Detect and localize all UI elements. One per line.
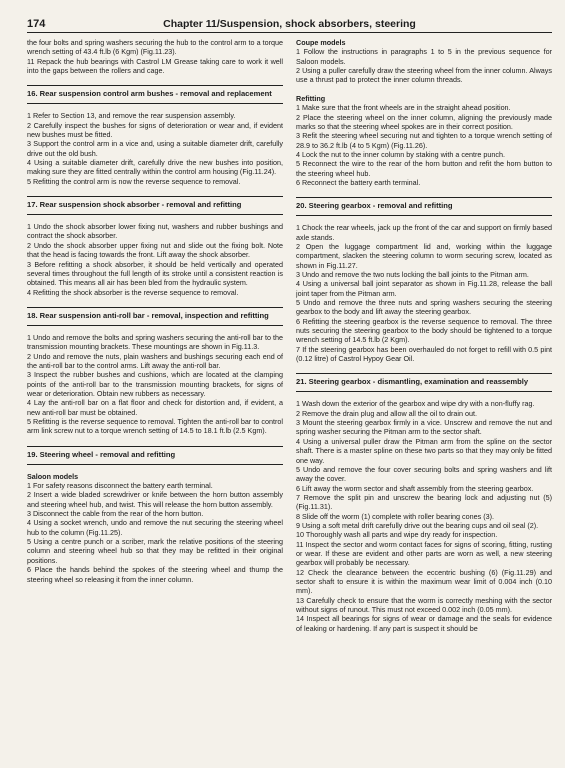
paragraph: 5 Refitting the control arm is now the reverse sequence to removal.	[27, 176, 241, 186]
subheading: Coupe models	[296, 38, 346, 47]
paragraph: 2 Place the steering wheel on the inner column, aligning the previously made marks so that the steering wheel spokes are in their correct position.	[296, 112, 552, 131]
paragraph: the four bolts and spring washers securing the hub to the control arm to a torque wrench setting of 43.4 ft.lb (6 Kgm) (Fig.11.23).	[27, 38, 283, 57]
paragraph: 14 Inspect all bearings for signs of wear or damage and the seals for evidence of leaking or hardening. If any part is suspect it should be	[296, 614, 552, 633]
paragraph: 5 Undo and remove the four cover securing bolts and spring washers and lift away the cover.	[296, 464, 552, 484]
section-heading-19	[27, 446, 283, 465]
paragraph: 3 Disconnect the cable from the rear of the horn button.	[27, 509, 204, 519]
paragraph: 13 Carefully check to ensure that the worm is correctly meshing with the sector without signs of runout. This must not exceed 0.002 inch (0.05 mm).	[296, 595, 552, 614]
paragraph: 7 If the steering gearbox has been overhauled do not forget to refill with 0.5 pint (0.12 litre) of Castrol Hypoy Gear Oil.	[296, 344, 552, 364]
section-heading-21	[296, 373, 552, 392]
paragraph: 1 Wash down the exterior of the gearbox and wipe dry with a non-fluffy rag.	[296, 399, 535, 409]
paragraph: 2 Carefully inspect the bushes for signs of deterioration or wear and, if evident new bushes must be fitted.	[27, 120, 283, 140]
intro-continuation	[27, 38, 283, 75]
right-column	[296, 38, 552, 764]
section-body-21	[296, 399, 552, 633]
paragraph: 6 Lift away the worm sector and shaft assembly from the steering gearbox.	[296, 483, 534, 493]
section-title: 17. Rear suspension shock absorber - removal and refitting	[27, 200, 242, 210]
paragraph: 4 Using a universal puller draw the Pitman arm from the spline on the sector shaft. There is a master spline on these two parts so that they may only be fitted one way.	[296, 436, 552, 465]
paragraph: 1 Refer to Section 13, and remove the rear suspension assembly.	[27, 111, 236, 121]
page-header	[27, 12, 552, 33]
paragraph: 11 Repack the hub bearings with Castrol LM Grease taking care to work it well into the gaps between the rollers and cage.	[27, 56, 283, 76]
paragraph: 5 Reconnect the wire to the rear of the horn button and refit the horn button to the steering wheel hub.	[296, 159, 552, 178]
paragraph: 2 Remove the drain plug and allow all the oil to drain out.	[296, 408, 477, 418]
paragraph: 1 For safety reasons disconnect the battery earth terminal.	[27, 481, 213, 491]
paragraph: 1 Follow the instructions in paragraphs 1 to 5 in the previous sequence for Saloon models.	[296, 47, 552, 66]
section-body-20	[296, 223, 552, 363]
paragraph: 4 Using a socket wrench, undo and remove the nut securing the steering wheel hub to the column (Fig.11.25).	[27, 518, 283, 537]
paragraph: 3 Support the control arm in a vice and, using a suitable diameter drift, carefully drive out the old bush.	[27, 139, 283, 158]
paragraph: 7 Remove the split pin and unscrew the bearing lock and adjusting nut (5) (Fig.11.31).	[296, 492, 552, 512]
section-heading-17	[27, 196, 283, 215]
coupe-block	[296, 38, 552, 85]
paragraph: 6 Reconnect the battery earth terminal.	[296, 177, 421, 187]
section-title: 18. Rear suspension anti-roll bar - removal, inspection and refitting	[27, 310, 269, 320]
section-title: 21. Steering gearbox - dismantling, examination and reassembly	[296, 377, 529, 387]
paragraph: 4 Using a suitable diameter drift, carefully drive the new bushes into position, making sure they are fitted centrally within the control arm housing (Fig.11.24).	[27, 158, 283, 177]
paragraph: 10 Thoroughly wash all parts and wipe dry ready for inspection.	[296, 530, 498, 540]
paragraph: 5 Undo and remove the three nuts and spring washers securing the steering gearbox to the body and lift away the steering gearbox.	[296, 298, 552, 317]
paragraph: 3 Refit the steering wheel securing nut and tighten to a torque wrench setting of 28.9 to 36.2 ft.lb (4 to 5 Kgm) (Fig.11.26).	[296, 131, 552, 150]
paragraph: 1 Chock the rear wheels, jack up the front of the car and support on firmly based axle stands.	[296, 223, 552, 242]
paragraph: 4 Using a universal ball joint separator as shown in Fig.11.28, release the ball joint taper from the Pitman arm.	[296, 279, 552, 298]
section-body-16	[27, 111, 283, 186]
paragraph: 4 Lock the nut to the inner column by staking with a centre punch.	[296, 149, 505, 159]
paragraph: 5 Using a centre punch or a scriber, mark the relative positions of the steering column and steering wheel hub so that they may be refitted in their original positions.	[27, 537, 283, 565]
paragraph: 3 Before refitting a shock absorber, it should be held vertically and operated several times throughout the full length of its stroke until a consistent reaction is obtained. This means all air has been bled from the hydraulic system.	[27, 259, 283, 288]
paragraph: 3 Inspect the rubber bushes and cushions, which are located at the clamping points of the anti-roll bar to the transmission mounting brackets, for signs of wear or deterioration. Obtain new rubbers as necessary.	[27, 370, 283, 398]
chapter-title: Chapter 11/Suspension, shock absorbers, steering	[163, 18, 416, 30]
paragraph: 1 Undo the shock absorber lower fixing nut, washers and rubber bushings and contract the shock absorber.	[27, 222, 283, 241]
section-heading-18	[27, 307, 283, 326]
page-number: 174	[27, 18, 46, 30]
paragraph: 11 Inspect the sector and worm contact faces for signs of scoring, fitting, rusting or wear. If these are evident and other parts are worn as well, a new steering gearbox will probably be necessary.	[296, 539, 552, 568]
section-heading-20	[296, 197, 552, 216]
section-body-18	[27, 333, 283, 436]
paragraph: 2 Undo and remove the nuts, plain washers and bushings securing each end of the anti-roll bar to the control arms. Lift away the anti-roll bar.	[27, 351, 283, 370]
section-title: 19. Steering wheel - removal and refitting	[27, 449, 176, 459]
paragraph: 4 Refitting the shock absorber is the reverse sequence to removal.	[27, 287, 239, 297]
paragraph: 5 Refitting is the reverse sequence to removal. Tighten the anti-roll bar to control arm link screw nut to a torque wrench setting of 14.5 to 18.1 ft.lb (2.5 Kgm).	[27, 416, 283, 436]
subheading: Saloon models	[27, 471, 79, 481]
paragraph: 1 Undo and remove the bolts and spring washers securing the anti-roll bar to the transmission mounting brackets. These mountings are shown in Fig.11.3.	[27, 332, 283, 352]
paragraph: 6 Place the hands behind the spokes of the steering wheel and thump the steering wheel so releasing it from the inner column.	[27, 565, 283, 584]
paragraph: 3 Undo and remove the two nuts locking the ball joints to the Pitman arm.	[296, 270, 529, 279]
refitting-block	[296, 94, 552, 188]
paragraph: 2 Insert a wide bladed screwdriver or knife between the horn button assembly and steering wheel hub, and twist. This will release the horn button assembly.	[27, 490, 283, 509]
left-column	[27, 38, 283, 764]
paragraph: 12 Check the clearance between the eccentric bushing (6) (Fig.11.29) and sector shaft to ensure it is within the maximum wear limit of 0.004 inch (0.10 mm).	[296, 567, 552, 596]
section-title: 16. Rear suspension control arm bushes - removal and replacement	[27, 89, 272, 99]
section-body-19	[27, 472, 283, 584]
paragraph: 2 Undo the shock absorber upper fixing nut and slide out the fixing bolt. Note that the head is facing towards the front. Lift away the shock absorber.	[27, 240, 283, 260]
paragraph: 4 Lay the anti-roll bar on a flat floor and check for distortion and, if evident, a new anti-roll bar must be obtained.	[27, 398, 283, 417]
section-body-17	[27, 222, 283, 297]
subheading: Refitting	[296, 93, 326, 103]
paragraph: 6 Refitting the steering gearbox is the reverse sequence to removal. The three nuts securing the steering gearbox to the body should be tightened to a torque wrench setting of 14.5 ft.lb (2 Kgm).	[296, 316, 552, 345]
paragraph: 2 Using a puller carefully draw the steering wheel from the inner column. Always use a thrust pad to protect the inner column threads.	[296, 66, 552, 85]
section-heading-16	[27, 85, 283, 104]
paragraph: 1 Make sure that the front wheels are in the straight ahead position.	[296, 103, 511, 113]
paragraph: 2 Open the luggage compartment lid and, working within the luggage compartment, slacken the steering column to worm securing screw, located as shown in Fig.11.27.	[296, 241, 552, 270]
paragraph: 9 Using a soft metal drift carefully drive out the bearing cups and oil seal (2).	[296, 520, 539, 530]
paragraph: 8 Slide off the worm (1) complete with roller bearing cones (3).	[296, 511, 495, 521]
text-columns	[27, 38, 552, 764]
paragraph: 3 Mount the steering gearbox firmly in a vice. Unscrew and remove the nut and spring washer securing the Pitman arm to the sector shaft.	[296, 418, 552, 437]
section-title: 20. Steering gearbox - removal and refitting	[296, 201, 453, 211]
